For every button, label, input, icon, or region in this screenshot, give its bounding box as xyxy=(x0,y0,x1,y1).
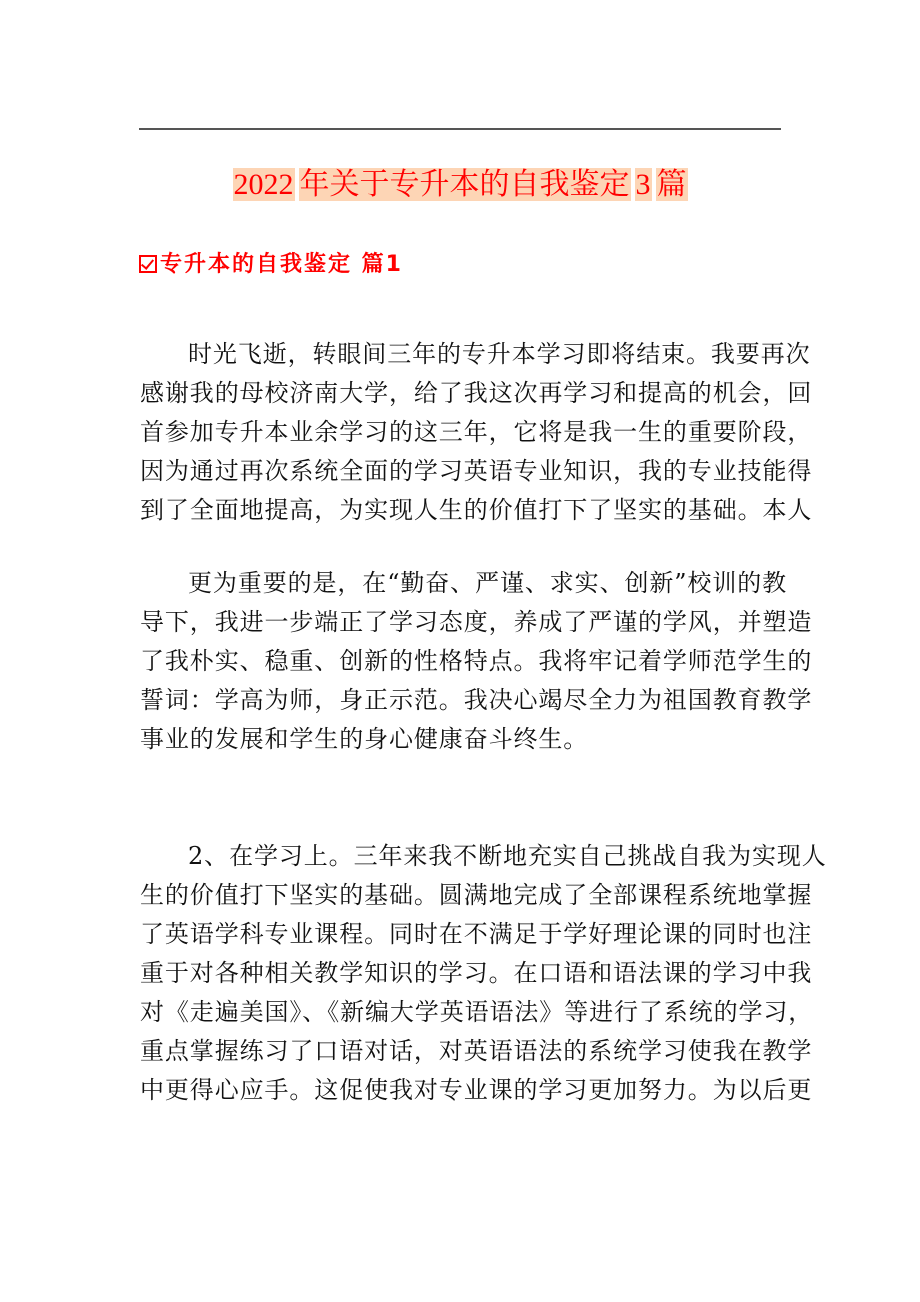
document-title xyxy=(0,163,920,207)
paragraph-line: 事业的发展和学生的身心健康奋斗终生。 xyxy=(140,725,589,753)
section-heading-label: 专升本的自我鉴定 篇1 xyxy=(160,252,403,277)
title-part-year: 2022 xyxy=(233,168,294,201)
header-rule xyxy=(139,128,781,130)
paragraph-line: 更为重要的是，在“勤奋、严谨、求实、创新”校训的教 xyxy=(188,569,788,597)
paragraph-1 xyxy=(140,335,813,530)
section-heading xyxy=(139,250,403,280)
paragraph-line: 了英语学科专业课程。同时在不满足于学好理论课的同时也注 xyxy=(140,920,813,948)
paragraph-line: 时光飞逝，转眼间三年的专升本学习即将结束。我要再次 xyxy=(188,340,811,368)
paragraph-line: 到了全面地提高，为实现人生的价值打下了坚实的基础。本人 xyxy=(140,496,813,524)
paragraph-line: 首参加专升本业余学习的这三年，它将是我一生的重要阶段， xyxy=(140,418,813,446)
paragraph-line: 中更得心应手。这促使我对专业课的学习更加努力。为以后更 xyxy=(140,1076,813,1104)
paragraph-line: 对《走遍美国》、《新编大学英语语法》等进行了系统的学习， xyxy=(140,998,814,1026)
paragraph-line: 导下，我进一步端正了学习态度，养成了严谨的学风，并塑造 xyxy=(140,608,813,636)
checkbox-checked-icon xyxy=(139,255,157,273)
paragraph-line: 誓词：学高为师，身正示范。我决心竭尽全力为祖国教育教学 xyxy=(140,686,813,714)
paragraph-3 xyxy=(140,837,827,1110)
paragraph-line: 2、在学习上。三年来我不断地充实自己挑战自我为实现人 xyxy=(188,842,827,870)
paragraph-line: 感谢我的母校济南大学，给了我这次再学习和提高的机会，回 xyxy=(140,379,813,407)
title-part-main: 年关于专升本的自我鉴定 xyxy=(299,168,630,201)
paragraph-line: 了我朴实、稳重、创新的性格特点。我将牢记着学师范学生的 xyxy=(140,647,813,675)
paragraph-line: 重于对各种相关教学知识的学习。在口语和语法课的学习中我 xyxy=(140,959,813,987)
paragraph-2 xyxy=(140,564,813,759)
paragraph-line: 因为通过再次系统全面的学习英语专业知识，我的专业技能得 xyxy=(140,457,813,485)
paragraph-line: 重点掌握练习了口语对话，对英语语法的系统学习使我在教学 xyxy=(140,1037,813,1065)
title-part-count: 3 xyxy=(635,168,651,201)
title-part-unit: 篇 xyxy=(656,168,687,201)
paragraph-line: 生的价值打下坚实的基础。圆满地完成了全部课程系统地掌握 xyxy=(140,881,813,909)
